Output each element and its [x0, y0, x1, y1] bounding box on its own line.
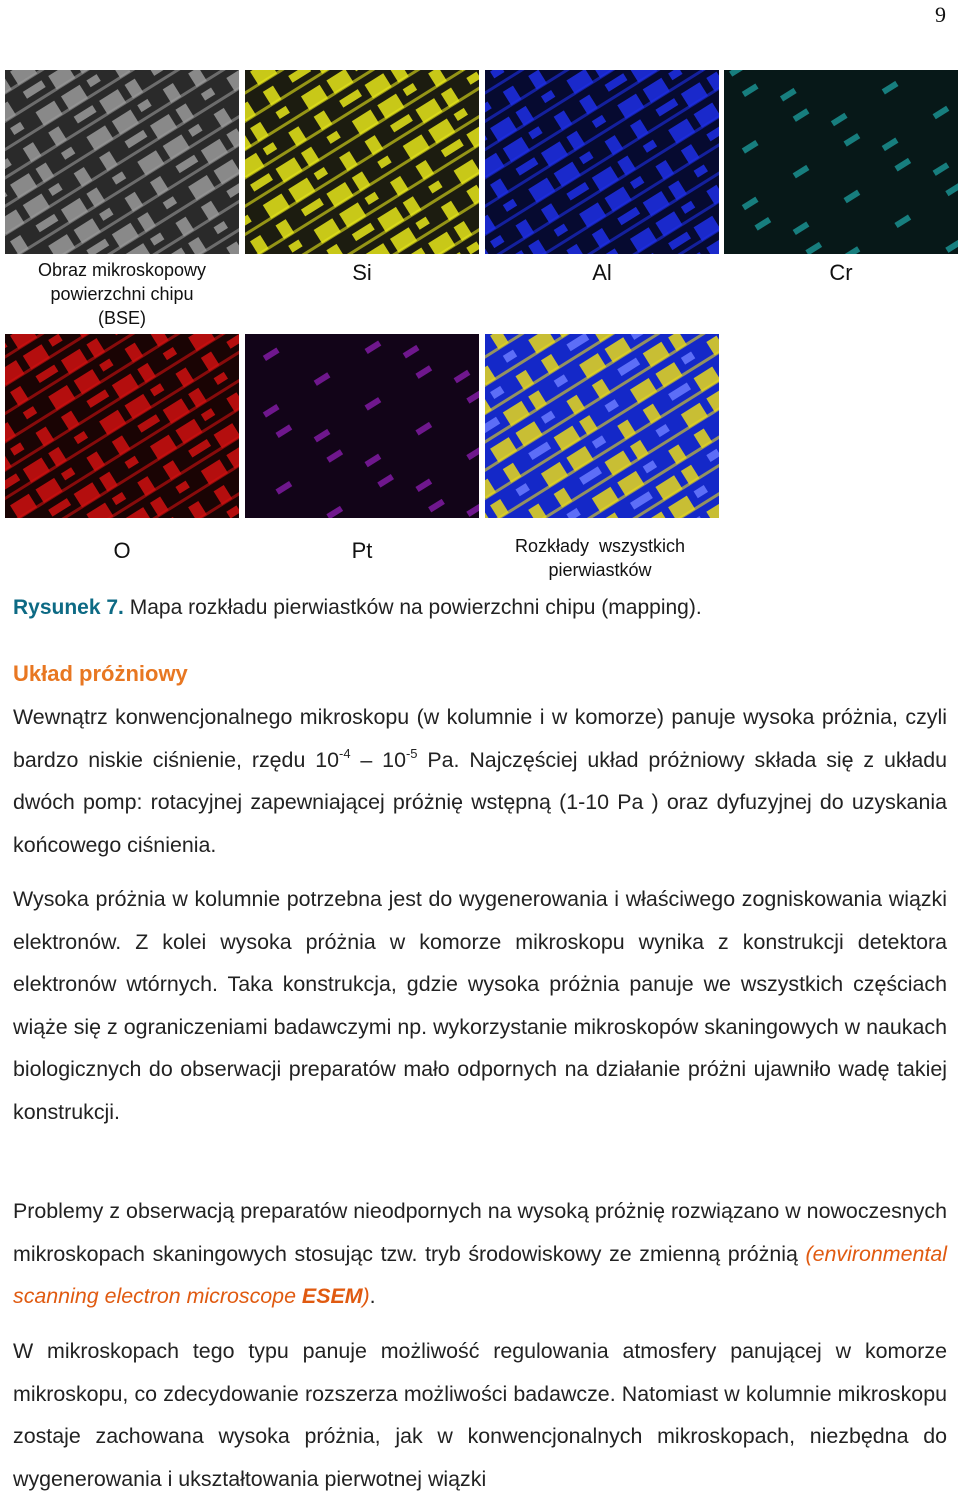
p1-text-a: Wewnątrz konwencjonalnego mikroskopu (w kolumnie i w komorze) panuje wysoka próżnia, czyli bardzo niskie ciśnienie, rzędu 10: [13, 705, 947, 772]
cr-label: Cr: [829, 260, 853, 285]
o-map-image: [5, 334, 239, 518]
pt-pattern: [245, 334, 479, 518]
p3-esem-note: (environmental scanning electron microscope: [13, 1241, 947, 1309]
o-label: O: [113, 538, 131, 563]
bse-label: [5, 258, 239, 330]
si-label: Si: [352, 260, 372, 285]
p3-end: .: [369, 1284, 376, 1309]
cr-pattern: [724, 70, 958, 254]
figure-number: Rysunek 7.: [13, 596, 124, 619]
p1-exponent-2: -5: [405, 745, 418, 761]
p1-text-c: Pa. Najczęściej układ próżniowy składa się z układu dwóch pomp: rotacyjnej zapewniającej próżnię wstępną (1-10 Pa ) oraz dyfuzyjnej do uzyskania końcowego ciśnienia.: [13, 747, 948, 857]
section-heading: Układ próżniowy: [13, 661, 188, 686]
al-label: Al: [592, 260, 612, 285]
p3-esem-acronym: ESEM: [301, 1284, 363, 1309]
all-label-line1: Rozkłady wszystkich: [514, 536, 686, 556]
si-map-image: [245, 70, 479, 254]
all-elements-label: [485, 534, 715, 582]
bse-pattern: [5, 70, 239, 254]
paragraph-high-vacuum: Wysoka próżnia w kolumnie potrzebna jest do wygenerowania i właściwego zogniskowania wiązki elektronów. Z kolei wysoka próżnia w komorze mikroskopu wynika z konstrukcji detektora elektronów wtórnych. Taka konstrukcja, gdzie wysoka próżnia panuje we wszystkich częściach wiąże się z ograniczeniami badawczymi np. wykorzystanie mikroskopów skaningowych w naukach biologicznych do obserwacji preparatów mało odpornych na działanie próżni ujawniło wadę takiej konstrukcji.: [13, 887, 947, 1124]
bse-label-line2: powierzchni chipu: [50, 284, 194, 304]
p1-text-b: – 10: [350, 747, 406, 772]
bse-image: [5, 70, 239, 254]
figure-caption: [13, 596, 702, 620]
pt-label: Pt: [351, 538, 373, 563]
paragraph-atmosphere: W mikroskopach tego typu panuje możliwość regulowania atmosfery panującej w komorze mikroskopu, co zdecydowanie rozszerza możliwości badawcze. Natomiast w kolumnie mikroskopu zostaje zachowana wysoka próżnia, jak w konwencjonalnych mikroskopach, niezbędna do wygenerowania i ukształtowania pierwotnej wiązki: [13, 1339, 947, 1491]
bse-label-line3: (BSE): [97, 308, 146, 328]
al-map-image: [485, 70, 719, 254]
p3-close-paren: ): [362, 1284, 370, 1309]
o-pattern: [5, 334, 239, 518]
paragraph-vacuum-intro: [13, 696, 947, 866]
all-label-line2: pierwiastków: [548, 560, 652, 580]
all-pattern: [485, 334, 719, 518]
p1-exponent-1: -4: [339, 745, 351, 761]
page-number: 9: [935, 2, 946, 27]
pt-map-image: [245, 334, 479, 518]
caption-text: Mapa rozkładu pierwiastków na powierzchni chipu (mapping).: [123, 596, 702, 619]
cr-map-image: [724, 70, 958, 254]
all-elements-image: [485, 334, 719, 518]
al-pattern: [485, 70, 719, 254]
bse-label-line1: Obraz mikroskopowy: [37, 260, 207, 280]
p3-text: Problemy z obserwacją preparatów nieodpornych na wysoką próżnię rozwiązano w nowoczesnych mikroskopach skaningowych stosując tzw. tryb środowiskowy ze zmienną próżnią: [13, 1199, 947, 1266]
paragraph-esem: [13, 1190, 947, 1318]
si-pattern: [245, 70, 479, 254]
